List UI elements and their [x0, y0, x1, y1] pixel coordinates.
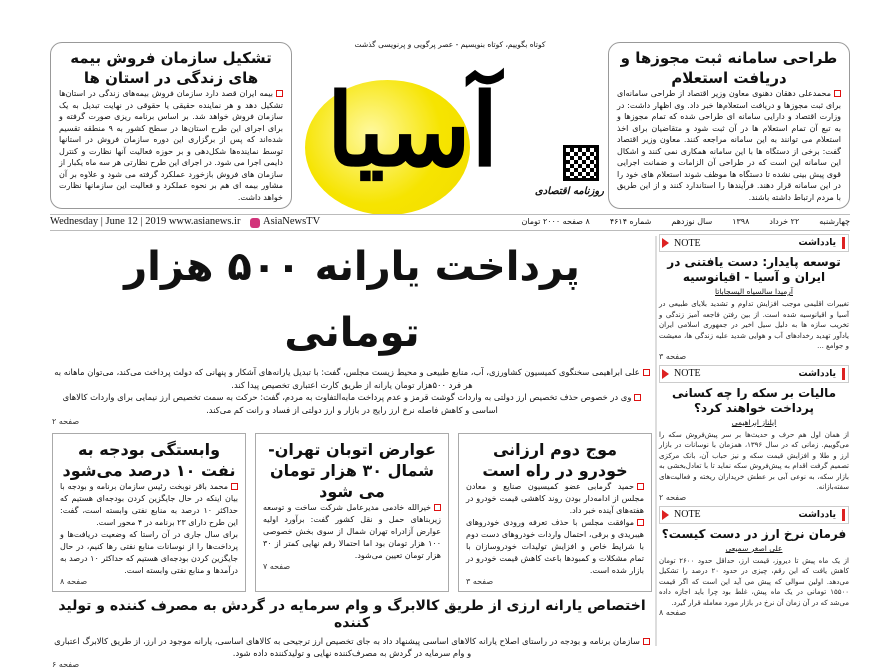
masthead-subtitle: روزنامه اقتصادی	[534, 186, 604, 197]
page-ref: صفحه ۲	[52, 417, 80, 426]
qr-code-icon	[563, 145, 599, 181]
note-author: ایلناز ابراهیمی	[731, 417, 777, 427]
story-row	[52, 433, 652, 592]
note-title: توسعه پایدار: دست یافتنی در ایران و آسیا - اقیانوسیه	[667, 255, 841, 284]
page-ref: صفحه ۳	[659, 351, 687, 361]
issue-number: شماره ۴۶۱۴	[609, 217, 652, 226]
page-ref: صفحه ۷	[263, 562, 291, 571]
arrow-icon	[662, 510, 669, 520]
story-body: محمد باقر نوبخت رئیس سازمان برنامه و بودجه با بیان اینکه در حال جایگزین کردن بودجه‌ای هستیم که حداکثر ۱۰ درصد به منابع نفتی وابسته است، گفت: این طرح دارای ۲۳ برنامه در ۴ محور است.	[60, 482, 238, 527]
story-title: طراحی سامانه ثبت مجوزها و دریافت استعلام	[620, 49, 838, 87]
main-column	[52, 234, 652, 670]
page-ref: صفحه ۳	[466, 577, 494, 586]
weekday: چهارشنبه	[819, 217, 850, 226]
arrow-icon	[662, 238, 669, 248]
bottom-body: سازمان برنامه و بودجه در راستای اصلاح یارانه کالاهای اساسی پیشنهاد داد به جای تخصیص ارز ترجیحی به کالاهای اساسی، یارانه موجود در ارز، از طریق کالابرگ اعتباری و وام سرمایه در گردش به مصرف‌کننده نهایی و تولیدکننده داده شود.	[52, 635, 652, 659]
note-title: مالیات بر سکه را چه کسانی پرداخت خواهند کرد؟	[671, 385, 837, 415]
bottom-headline: اختصاص یارانه ارزی از طریق کالابرگ و وام سرمایه در گردش به مصرف کننده و تولید کننده	[58, 598, 646, 631]
english-date: Wednesday | June 12 | 2019 www.asianews.ir	[50, 216, 241, 227]
top-right-story	[608, 42, 850, 209]
date-bar	[50, 214, 850, 231]
column-divider	[655, 236, 657, 646]
story-body: خیرالله خادمی مدیرعامل شرکت ساخت و توسعه زیربناهای حمل و نقل کشور گفت: برآورد اولیه عوارض آزادراه تهران شمال از سوی بخش خصوصی ۱۰۰ هزار تومان بود اما احتمالا رقم نهایی کمتر از ۳۰ هزار تومان تعیین می‌شود.	[263, 503, 441, 560]
note-header: یادداشت NOTE	[659, 365, 849, 383]
story-body: برای سال جاری در آن راستا که وضعیت دریافت‌ها و پرداخت‌ها را از نوسانات منابع نفتی رها کنیم، در حال جایگزین کردن بودجه‌ای هستیم که حداکثر ۱۰ درصد به درآمدها و منابع نفتی وابسته است.	[60, 530, 238, 575]
page-ref: صفحه ۸	[659, 608, 687, 617]
social-handle[interactable]: AsiaNewsTV	[263, 216, 321, 227]
lead-paragraph: علی ابراهیمی سخنگوی کمیسیون کشاورزی، آب، منابع طبیعی و محیط زیست مجلس، گفت: با تبدیل یارانه‌های آشکار و پنهانی که دولت پرداخت می‌کند، می‌توان ماهانه به هر فرد ۵۰۰هزار تومان یارانه از طریق کارت اعتباری تخصیص پیدا کند.	[54, 367, 640, 390]
bullet-icon	[834, 90, 841, 97]
story-body: موافقت مجلس با حذف تعرفه ورودی خودروهای هیبریدی و برقی، احتمال واردات خودروهای دست دوم با شرایط خاص و افزایش تولیدات خودروسازان با تمام مشکلات و کمبودها باعث کاهش قیمت خودرو در بازار شده است.	[466, 518, 644, 575]
note-exchange-rate	[659, 506, 849, 619]
bullet-icon	[637, 519, 644, 526]
arrow-icon	[662, 369, 669, 379]
bullet-icon	[637, 483, 644, 490]
persian-year: ۱۳۹۸	[732, 217, 750, 226]
main-lead	[52, 366, 652, 416]
note-body: از همان اول هم حرف و حدیث‌ها بر سر پیش‌فروش سکه را می‌گوییم. زمانی که در سال ۱۳۹۶، همزمان با نوسانات در بازار ارز و طلا و افزایش قیمت سکه و نیز حباب آن، بانک مرکزی تصمیم گرفت اقدام به پیش‌فروش سکه نماید تا با تعادل‌بخشی به بازار سکه، به نوعی آبی بر عطش خریداران ریخته و فعالیت‌های سفته‌بازانه.	[659, 430, 849, 491]
logo: آسیا	[326, 71, 499, 189]
page-ref: صفحه ۸	[60, 577, 88, 586]
lead-paragraph: وی در خصوص حذف تخصیص ارز دولتی به واردات گوشت قرمز و عدم پرداخت مابه‌التفاوت به مردم، گفت: حرکت به سمت تخصیص ارز نیمایی برای واردات کالاهای اساسی و کاهش فاصله نرخ ارز رایج در بازار و ارز دولتی از فساد و رانت کم می‌کند.	[62, 392, 632, 415]
top-left-story	[50, 42, 292, 209]
instagram-icon	[250, 218, 260, 228]
bullet-icon	[643, 369, 650, 376]
story-title: تشکیل سازمان فروش بیمه های زندگی در استان ها	[70, 49, 272, 87]
note-author: آرمیدا سالسیاه الیسجاباتا	[715, 287, 793, 296]
notes-column	[659, 234, 849, 618]
persian-date: ۲۲ خرداد	[769, 217, 800, 226]
story-title: موج دوم ارزانی خودرو در راه است	[482, 440, 628, 480]
note-header: یادداشت NOTE	[659, 506, 849, 524]
story-body: حمید گرمابی عضو کمیسیون صنایع و معادن مجلس از ادامه‌دار بودن روند کاهشی قیمت خودرو در هفته‌های آینده خبر داد.	[466, 482, 644, 515]
story-body: محمدعلی دهقان دهنوی معاون وزیر اقتصاد از طراحی سامانه‌ای برای ثبت مجوزها و دریافت استعلام‌ها خبر داد. وی اظهار داشت: در وزارت اقتصاد و دارایی سامانه ای طراحی شده که تمام مجوزها و به تبع آن تمام استعلام ها در آن ثبت شود و متقاضیان برای اخذ استعلام می توانند به این سامانه مراجعه کنند. معاون وزیر اقتصاد گفت: برخی از دستگاه ها با این سامانه همکاری نمی کنند و اشکال این سامانه این است که در طراحی آن الزامات و ضمانت اجرایی قوی پیش بینی نشده تا دستگاه ها موظف شوند استعلام های خود را در این سامانه قرار دهند. فرآیندها را استاندارد کنند و از این طریق با مردم ارتباط داشته باشند.	[617, 89, 841, 202]
note-sustainable-development	[659, 234, 849, 362]
bullet-icon	[231, 483, 238, 490]
note-author: علی اصغر سمیعی	[725, 543, 783, 553]
note-coin-tax	[659, 365, 849, 503]
note-header: یادداشت NOTE	[659, 234, 849, 252]
bullet-icon	[434, 504, 441, 511]
page-ref: صفحه ۶	[52, 660, 80, 669]
story-highway-toll	[255, 433, 449, 592]
note-title: فرمان نرخ ارز در دست کیست؟	[661, 526, 847, 541]
note-body: از یک ماه پیش تا دیروز، قیمت ارز، حداقل حدود ۲۶۰۰ تومان کاهش یافت که این رقم، چیزی در حدود ۲۰ درصد را تشکیل می‌دهد. اولین سوالی که پیش می آید این است که اگر قیمت ۱۵۵۰۰ تومانی در یک ماه پیش، غلط بود چرا باید اجازه داده می‌شد که در آن زمان آن نرخ در بازار مورد معامله قرار گیرد.	[659, 556, 850, 607]
story-title: وابستگی بودجه به نفت ۱۰ درصد می‌شود	[62, 440, 236, 480]
tagline: کوتاه بگوییم، کوتاه بنویسیم - عصر پرگویی و پرنویسی گذشت	[354, 40, 546, 49]
story-title: عوارض اتوبان تهران-شمال ۳۰ هزار تومان می شود	[268, 440, 436, 501]
bullet-icon	[643, 638, 650, 645]
note-body: تغییرات اقلیمی موجب افزایش تداوم و تشدید بلایای طبیعی در آسیا و اقیانوسیه شده است. از بین رفتن فاجعه آمیز زندگی و تخریب سازه ها به دلیل سیل اخیر در جمهوری اسلامی ایران یادآور تهدید رخدادهای آب و هوایی شدید علیه زندگی ها، معیشت و جوامع ...	[659, 300, 849, 350]
story-budget-oil	[52, 433, 246, 592]
price: ۸ صفحه ۲۰۰۰ تومان	[521, 217, 590, 226]
story-car-prices	[458, 433, 652, 592]
volume: سال نوزدهم	[671, 217, 713, 226]
story-body: بیمه ایران قصد دارد سازمان فروش بیمه‌های زندگی در استان‌ها تشکیل دهد و هر نماینده حقیقی یا حقوقی در نهایت تبدیل به یک سازمان فروش خواهد شد. بر اساس برنامه ریزی صورت گرفته و برای اجرای این طرح استان‌ها در سطح کشور به ۹ منطقه تقسیم شده‌اند که پس از برگزاری این دوره سازمان فروش در استانها توسط نماینده‌ها شکل‌دهی و بر حوزه فعالیت آنها نظارت و کنترل دایمی اجرا می شود. در اجرای این طرح نظارتی هر سه ماه یکبار از سازمان های فروش بازخورد عملکرد گرفته می شود و علاوه بر آن مشاور بیمه ای هم بر نحوه عملکرد و فعالیت این سازمانها نظارت خواهد داشت.	[58, 89, 283, 202]
page-ref: صفحه ۲	[659, 492, 687, 502]
bullet-icon	[276, 90, 283, 97]
bullet-icon	[634, 394, 641, 401]
main-headline: پرداخت یارانه ۵۰۰ هزار تومانی	[124, 244, 580, 356]
